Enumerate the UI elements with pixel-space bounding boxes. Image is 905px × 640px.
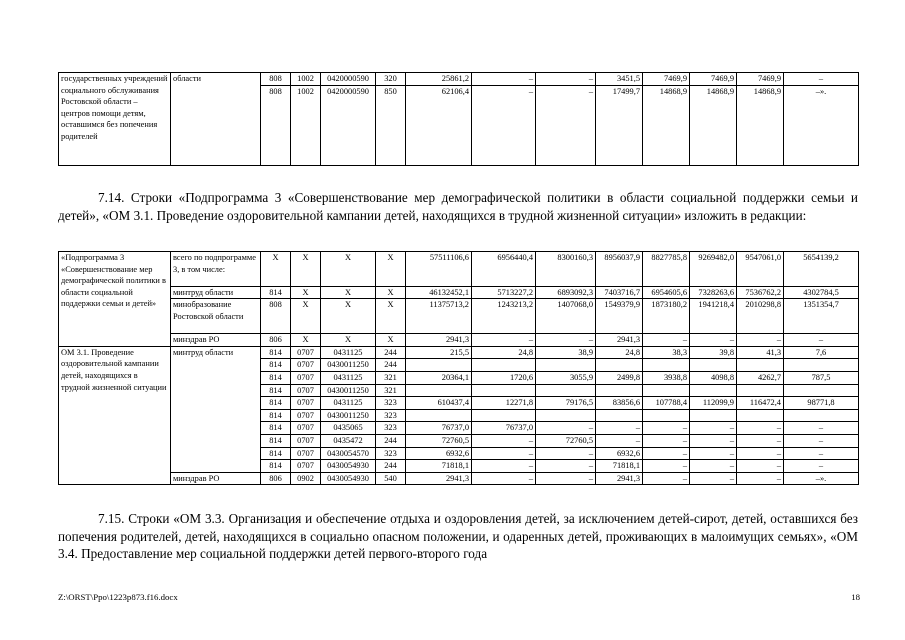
table-cell (690, 359, 737, 372)
table-cell (406, 409, 472, 422)
table-cell: 814 (261, 346, 291, 359)
table-cell: 0430011250 (321, 409, 376, 422)
table-cell: 0902 (291, 472, 321, 485)
table-cell: 814 (261, 422, 291, 435)
table-cell: 62106,4 (406, 85, 472, 165)
table-cell (596, 359, 643, 372)
table-cell: 321 (376, 384, 406, 397)
table-cell: 808 (261, 85, 291, 165)
table-cell: 5713227,2 (472, 286, 536, 299)
table-cell: 808 (261, 299, 291, 334)
table-cell: – (737, 460, 784, 473)
executor-cell: минтруд области (171, 286, 261, 299)
table-cell: 76737,0 (472, 422, 536, 435)
table-cell: – (472, 85, 536, 165)
table-cell: 1002 (291, 73, 321, 86)
table-cell: 20364,1 (406, 371, 472, 384)
table-cell: – (472, 73, 536, 86)
table-cell (643, 359, 690, 372)
table-cell: – (690, 334, 737, 347)
executor-cell: минздрав РО (171, 472, 261, 485)
table-cell: 0431125 (321, 397, 376, 410)
table-row (59, 346, 859, 359)
table-cell: 5654139,2 (784, 252, 859, 287)
table-cell: X (376, 334, 406, 347)
executor-cell: минздрав РО (171, 334, 261, 347)
table-cell: 12271,8 (472, 397, 536, 410)
table-cell: 4302784,5 (784, 286, 859, 299)
table-cell: – (596, 422, 643, 435)
table-cell: – (472, 460, 536, 473)
table-cell (784, 384, 859, 397)
table-cell: 38,9 (536, 346, 596, 359)
table-cell: 71818,1 (406, 460, 472, 473)
table-cell: 244 (376, 460, 406, 473)
table-cell: 540 (376, 472, 406, 485)
table-cell (784, 409, 859, 422)
table-cell: 38,3 (643, 346, 690, 359)
table-cell: – (690, 447, 737, 460)
table-cell: 83856,6 (596, 397, 643, 410)
table-cell: 7403716,7 (596, 286, 643, 299)
row-name-cell: государственных учреждений социального обслуживания Ростовской области – центров помощи детям, оставшимся без попечения родителей (59, 73, 171, 166)
table-cell: 6893092,3 (536, 286, 596, 299)
table-cell: 3055,9 (536, 371, 596, 384)
table-cell: 0430054930 (321, 460, 376, 473)
table-cell: 808 (261, 73, 291, 86)
table-cell: X (376, 299, 406, 334)
table-cell (536, 409, 596, 422)
table-cell: – (737, 334, 784, 347)
table-cell: 2941,3 (596, 334, 643, 347)
table-cell: 0707 (291, 422, 321, 435)
table-cell: – (536, 422, 596, 435)
table-cell: 1549379,9 (596, 299, 643, 334)
table-cell: 8827785,8 (643, 252, 690, 287)
footer-file-path: Z:\ORST\Ppo\1223p873.f16.docx (58, 592, 178, 602)
table-cell: 0707 (291, 397, 321, 410)
table-cell: – (643, 447, 690, 460)
table-cell: 0431125 (321, 371, 376, 384)
table-cell: 0707 (291, 447, 321, 460)
table-cell (690, 409, 737, 422)
table-cell: X (291, 286, 321, 299)
table-cell: 0431125 (321, 346, 376, 359)
table-cell: X (291, 334, 321, 347)
table-cell: X (376, 286, 406, 299)
table-cell: 14868,9 (643, 85, 690, 165)
table-cell (472, 359, 536, 372)
table-cell: 0435065 (321, 422, 376, 435)
table-cell: 814 (261, 384, 291, 397)
table-cell: 0420000590 (321, 73, 376, 86)
table-subprogram-3 (58, 251, 859, 485)
table-cell: 24,8 (596, 346, 643, 359)
table-cell: – (643, 460, 690, 473)
table-cell: 7469,9 (643, 73, 690, 86)
table-cell: 323 (376, 447, 406, 460)
table-cell: – (784, 447, 859, 460)
executor-cell: минобразование Ростовской области (171, 299, 261, 334)
table-cell: 814 (261, 397, 291, 410)
table-cell: 9269482,0 (690, 252, 737, 287)
table-cell: 323 (376, 422, 406, 435)
table-cell: 806 (261, 334, 291, 347)
table-cell: – (643, 422, 690, 435)
executor-cell: всего по подпрограмме 3, в том числе: (171, 252, 261, 287)
table-cell: – (536, 460, 596, 473)
table-cell (536, 359, 596, 372)
table-cell: – (690, 472, 737, 485)
table-cell: 814 (261, 409, 291, 422)
table-cell: 4098,8 (690, 371, 737, 384)
table-cell: 0430011250 (321, 384, 376, 397)
table-cell: – (784, 73, 859, 86)
table-top-fragment (58, 72, 859, 166)
table-cell: 112099,9 (690, 397, 737, 410)
table-cell: 814 (261, 286, 291, 299)
table-cell: 806 (261, 472, 291, 485)
table-cell (406, 359, 472, 372)
table-cell: 76737,0 (406, 422, 472, 435)
paragraph-7-15: 7.15. Строки «ОМ 3.3. Организация и обеспечение отдыха и оздоровления детей, за исключением детей-сирот, детей, оставшихся без попечения родителей, детей, находящихся в социально опасном положении, и одаренных детей, проживающих в малоимущих семьях», «ОМ 3.4. Предоставление мер социальной поддержки детей первого-второго года (58, 511, 858, 562)
table-cell (784, 359, 859, 372)
table-cell (643, 384, 690, 397)
table-cell: 814 (261, 460, 291, 473)
table-cell (596, 384, 643, 397)
row-executor-cell: области (171, 73, 261, 166)
footer-page-number: 18 (851, 592, 860, 602)
table-cell: 2010298,8 (737, 299, 784, 334)
table-cell: 0707 (291, 371, 321, 384)
table-cell: 610437,4 (406, 397, 472, 410)
table-cell: 0707 (291, 434, 321, 447)
table-cell: 6956440,4 (472, 252, 536, 287)
table-cell: 7328263,6 (690, 286, 737, 299)
table-cell: 244 (376, 434, 406, 447)
table-cell: 1351354,7 (784, 299, 859, 334)
table-cell: X (321, 252, 376, 287)
table-cell (737, 384, 784, 397)
table-cell: – (536, 85, 596, 165)
table-cell: – (690, 422, 737, 435)
table-cell: 98771,8 (784, 397, 859, 410)
table-cell: 116472,4 (737, 397, 784, 410)
table-cell: 6932,6 (596, 447, 643, 460)
table-cell: 787,5 (784, 371, 859, 384)
table-cell: 0430054930 (321, 472, 376, 485)
table-cell: – (737, 434, 784, 447)
table-cell: X (321, 299, 376, 334)
subprogram-name-cell: «Подпрограмма 3 «Совершенствование мер демографической политики в области социальной поддержки семьи и детей» (59, 252, 171, 347)
table-cell: – (643, 472, 690, 485)
table-cell: – (472, 434, 536, 447)
table-cell: 6932,6 (406, 447, 472, 460)
table-cell: 0430054570 (321, 447, 376, 460)
table-cell: 1873180,2 (643, 299, 690, 334)
table-cell: 1407068,0 (536, 299, 596, 334)
table-cell: – (784, 422, 859, 435)
table-cell (596, 409, 643, 422)
table-cell: – (737, 447, 784, 460)
table-cell (472, 384, 536, 397)
table-cell: X (376, 252, 406, 287)
table-cell: 71818,1 (596, 460, 643, 473)
table-cell: 1720,6 (472, 371, 536, 384)
table-cell: –». (784, 472, 859, 485)
table-cell: 323 (376, 409, 406, 422)
table-cell (737, 409, 784, 422)
table-cell: 4262,7 (737, 371, 784, 384)
table-cell: 3451,5 (596, 73, 643, 86)
table-cell: 3938,8 (643, 371, 690, 384)
table-cell: – (643, 434, 690, 447)
table-cell: – (536, 472, 596, 485)
table-cell: 8300160,3 (536, 252, 596, 287)
table-row (59, 252, 859, 287)
table-cell: 814 (261, 434, 291, 447)
table-cell: 72760,5 (536, 434, 596, 447)
table-cell: 7469,9 (737, 73, 784, 86)
table-cell: 1941218,4 (690, 299, 737, 334)
table-cell: 79176,5 (536, 397, 596, 410)
table-cell: X (321, 286, 376, 299)
table-cell: – (784, 434, 859, 447)
table-cell: X (291, 299, 321, 334)
table-cell: 6954605,6 (643, 286, 690, 299)
table-cell: 2499,8 (596, 371, 643, 384)
table-cell: – (690, 460, 737, 473)
table-cell: 7469,9 (690, 73, 737, 86)
table-cell: 0707 (291, 409, 321, 422)
table-cell: 0420000590 (321, 85, 376, 165)
table-cell: 14868,9 (690, 85, 737, 165)
table-cell: 11375713,2 (406, 299, 472, 334)
table-cell: 46132452,1 (406, 286, 472, 299)
table-cell: 1243213,2 (472, 299, 536, 334)
table-cell: 0707 (291, 359, 321, 372)
table-row (59, 73, 859, 86)
table-cell: 814 (261, 359, 291, 372)
table-cell: 244 (376, 359, 406, 372)
table-cell: 1002 (291, 85, 321, 165)
table-cell: 41,3 (737, 346, 784, 359)
table-cell: 0707 (291, 384, 321, 397)
table-cell: X (261, 252, 291, 287)
table-cell: 9547061,0 (737, 252, 784, 287)
table-cell: 24,8 (472, 346, 536, 359)
table-cell: – (536, 334, 596, 347)
table-cell: 39,8 (690, 346, 737, 359)
table-cell (643, 409, 690, 422)
table-cell: 0435472 (321, 434, 376, 447)
table-cell: – (472, 334, 536, 347)
table-cell: 0707 (291, 460, 321, 473)
table-cell: 2941,3 (596, 472, 643, 485)
table-cell (406, 384, 472, 397)
table-row (59, 472, 859, 485)
table-cell: 814 (261, 447, 291, 460)
table-cell: – (737, 422, 784, 435)
table-cell (690, 384, 737, 397)
executor-cell: минтруд области (171, 346, 261, 472)
table-row (59, 299, 859, 334)
table-row (59, 334, 859, 347)
table-cell: 57511106,6 (406, 252, 472, 287)
table-cell: 25861,2 (406, 73, 472, 86)
table-row (59, 286, 859, 299)
table-cell: 814 (261, 371, 291, 384)
table-cell (737, 359, 784, 372)
table-cell: – (536, 73, 596, 86)
table-cell: – (472, 472, 536, 485)
table-cell: – (784, 460, 859, 473)
table-cell: 2941,3 (406, 334, 472, 347)
table-cell: 215,5 (406, 346, 472, 359)
table-cell: – (472, 447, 536, 460)
table-cell (472, 409, 536, 422)
table-cell: 17499,7 (596, 85, 643, 165)
table-cell (536, 384, 596, 397)
table-cell: 107788,4 (643, 397, 690, 410)
table-cell: 0430011250 (321, 359, 376, 372)
table-cell: – (536, 447, 596, 460)
table-cell: 850 (376, 85, 406, 165)
table-cell: – (596, 434, 643, 447)
table-cell: 320 (376, 73, 406, 86)
table-cell: – (690, 434, 737, 447)
table-cell: – (643, 334, 690, 347)
table-cell: – (784, 334, 859, 347)
table-cell: X (291, 252, 321, 287)
table-cell: 244 (376, 346, 406, 359)
table-cell: X (321, 334, 376, 347)
table-cell: 72760,5 (406, 434, 472, 447)
om-name-cell: ОМ 3.1. Проведение оздоровительной кампании детей, находящихся в трудной жизненной ситуации (59, 346, 171, 485)
table-cell: 0707 (291, 346, 321, 359)
table-cell: – (737, 472, 784, 485)
paragraph-7-14: 7.14. Строки «Подпрограмма 3 «Совершенствование мер демографической политики в области социальной поддержки семьи и детей», «ОМ 3.1. Проведение оздоровительной кампании детей, находящихся в трудной жизненной ситуации» изложить в редакции: (58, 190, 858, 223)
table-cell: 7,6 (784, 346, 859, 359)
table-cell: 8956037,9 (596, 252, 643, 287)
table-cell: 323 (376, 397, 406, 410)
table-cell: –». (784, 85, 859, 165)
table-cell: 7536762,2 (737, 286, 784, 299)
table-cell: 321 (376, 371, 406, 384)
table-cell: 2941,3 (406, 472, 472, 485)
table-cell: 14868,9 (737, 85, 784, 165)
